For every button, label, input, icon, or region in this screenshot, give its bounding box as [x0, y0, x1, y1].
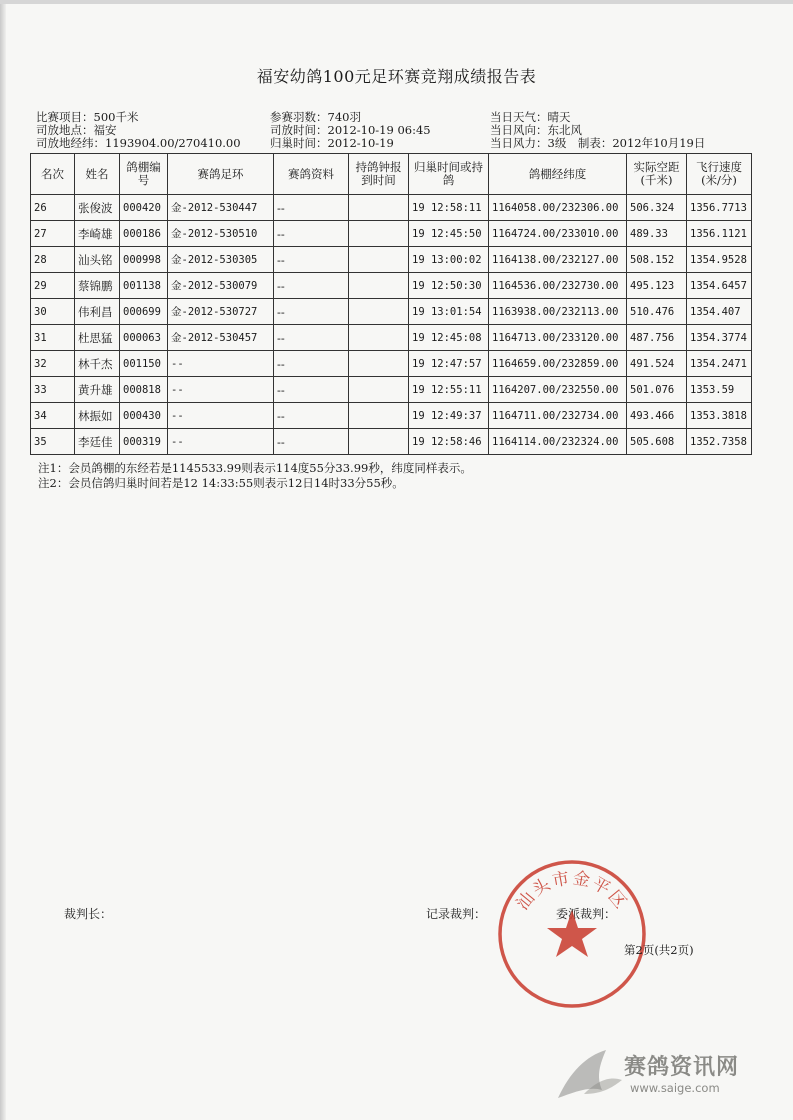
- table-row: [31, 351, 752, 377]
- note-2: 注2：会员信鸽归巢时间若是12 14:33:55则表示12日14时33分55秒。: [38, 476, 404, 490]
- table-row: [31, 377, 752, 403]
- cell-speed: 1353.59: [687, 377, 752, 403]
- cell-loft-id: 000818: [120, 377, 168, 403]
- cell-coordinates: 1164138.00/232127.00: [489, 247, 627, 273]
- cell-distance: 487.756: [627, 325, 687, 351]
- cell-speed: 1354.6457: [687, 273, 752, 299]
- cell-pigeon-info: --: [274, 299, 349, 325]
- cell-name: 李廷佳: [75, 429, 120, 455]
- cell-pigeon-info: --: [274, 351, 349, 377]
- cell-coordinates: 1164724.00/233010.00: [489, 221, 627, 247]
- cell-name: 林振如: [75, 403, 120, 429]
- cell-return-time: 19 12:58:46: [409, 429, 489, 455]
- cell-clock-time: [349, 299, 409, 325]
- header-rank: 名次: [31, 154, 75, 195]
- cell-pigeon-info: --: [274, 325, 349, 351]
- cell-speed: 1353.3818: [687, 403, 752, 429]
- cell-ring: 金-2012-530457: [168, 325, 274, 351]
- info-wind-force: 当日风力：3级 制表：2012年10月19日: [490, 136, 706, 150]
- cell-distance: 493.466: [627, 403, 687, 429]
- cell-rank: 32: [31, 351, 75, 377]
- cell-rank: 34: [31, 403, 75, 429]
- page-edge: [0, 0, 6, 1120]
- note-1: 注1：会员鸽棚的东经若是1145533.99则表示114度55分33.99秒，纬度同样表示。: [38, 461, 472, 475]
- watermark-url: www.saige.com: [630, 1081, 720, 1095]
- cell-clock-time: [349, 247, 409, 273]
- cell-coordinates: 1164713.00/233120.00: [489, 325, 627, 351]
- table-row: [31, 299, 752, 325]
- cell-ring: 金-2012-530727: [168, 299, 274, 325]
- cell-name: 汕头铭: [75, 247, 120, 273]
- page-edge-top: [0, 0, 793, 4]
- cell-coordinates: 1164536.00/232730.00: [489, 273, 627, 299]
- cell-clock-time: [349, 403, 409, 429]
- cell-name: 杜思猛: [75, 325, 120, 351]
- info-column-3: [490, 111, 705, 150]
- cell-pigeon-info: --: [274, 403, 349, 429]
- cell-rank: 28: [31, 247, 75, 273]
- cell-distance: 505.608: [627, 429, 687, 455]
- notes: [38, 461, 472, 491]
- cell-clock-time: [349, 195, 409, 221]
- cell-coordinates: 1163938.00/232113.00: [489, 299, 627, 325]
- cell-clock-time: [349, 351, 409, 377]
- cell-coordinates: 1164207.00/232550.00: [489, 377, 627, 403]
- cell-name: 蔡锦鹏: [75, 273, 120, 299]
- official-seal: [496, 858, 648, 1010]
- cell-distance: 489.33: [627, 221, 687, 247]
- header-return-time: 归巢时间或持鸽: [409, 154, 489, 195]
- cell-loft-id: 000430: [120, 403, 168, 429]
- cell-loft-id: 000699: [120, 299, 168, 325]
- table-row: [31, 403, 752, 429]
- page-number: 第2页(共2页): [624, 943, 694, 957]
- header-pigeon-info: 赛鸽资料: [274, 154, 349, 195]
- cell-ring: --: [168, 377, 274, 403]
- cell-return-time: 19 12:49:37: [409, 403, 489, 429]
- table-row: [31, 429, 752, 455]
- cell-name: 张俊波: [75, 195, 120, 221]
- table-header-row: [31, 154, 752, 195]
- cell-speed: 1354.3774: [687, 325, 752, 351]
- cell-rank: 33: [31, 377, 75, 403]
- info-entry-count: 参赛羽数：740羽: [270, 110, 361, 124]
- cell-coordinates: 1164711.00/232734.00: [489, 403, 627, 429]
- cell-loft-id: 000319: [120, 429, 168, 455]
- cell-pigeon-info: --: [274, 195, 349, 221]
- cell-speed: 1354.2471: [687, 351, 752, 377]
- cell-rank: 26: [31, 195, 75, 221]
- cell-pigeon-info: --: [274, 377, 349, 403]
- cell-rank: 30: [31, 299, 75, 325]
- cell-return-time: 19 12:45:50: [409, 221, 489, 247]
- cell-return-time: 19 13:00:02: [409, 247, 489, 273]
- info-weather: 当日天气：晴天: [490, 110, 571, 124]
- cell-rank: 27: [31, 221, 75, 247]
- table-row: [31, 195, 752, 221]
- cell-clock-time: [349, 273, 409, 299]
- info-release-location: 司放地点：福安: [36, 123, 117, 137]
- cell-speed: 1354.407: [687, 299, 752, 325]
- cell-loft-id: 000186: [120, 221, 168, 247]
- cell-name: 李崎雄: [75, 221, 120, 247]
- cell-rank: 29: [31, 273, 75, 299]
- header-ring: 赛鸽足环: [168, 154, 274, 195]
- cell-return-time: 19 12:50:30: [409, 273, 489, 299]
- chief-referee-label: 裁判长：: [64, 907, 113, 921]
- cell-pigeon-info: --: [274, 221, 349, 247]
- cell-loft-id: 001150: [120, 351, 168, 377]
- cell-ring: 金-2012-530510: [168, 221, 274, 247]
- header-loft-id: 鸽棚编号: [120, 154, 168, 195]
- cell-clock-time: [349, 429, 409, 455]
- header-speed: 飞行速度(米/分): [687, 154, 752, 195]
- header-name: 姓名: [75, 154, 120, 195]
- cell-distance: 501.076: [627, 377, 687, 403]
- results-body: [31, 195, 752, 455]
- cell-ring: 金-2012-530305: [168, 247, 274, 273]
- seal-star-icon: [547, 910, 597, 957]
- assigned-referee-label: 委派裁判：: [556, 907, 617, 921]
- info-column-2: [270, 111, 431, 150]
- cell-rank: 35: [31, 429, 75, 455]
- cell-name: 林千杰: [75, 351, 120, 377]
- recording-referee-label: 记录裁判：: [426, 907, 487, 921]
- cell-loft-id: 000998: [120, 247, 168, 273]
- cell-distance: 508.152: [627, 247, 687, 273]
- cell-speed: 1356.1121: [687, 221, 752, 247]
- cell-pigeon-info: --: [274, 429, 349, 455]
- info-wind-direction: 当日风向：东北风: [490, 123, 582, 137]
- info-race-item: 比赛项目：500千米: [36, 110, 139, 124]
- info-release-coordinates: 司放地经纬：1193904.00/270410.00: [36, 136, 241, 150]
- cell-return-time: 19 12:47:57: [409, 351, 489, 377]
- cell-rank: 31: [31, 325, 75, 351]
- cell-ring: --: [168, 403, 274, 429]
- cell-clock-time: [349, 221, 409, 247]
- cell-return-time: 19 12:45:08: [409, 325, 489, 351]
- cell-return-time: 19 12:58:11: [409, 195, 489, 221]
- watermark-text: 赛鸽资讯网: [624, 1055, 740, 1080]
- seal-text: 汕头市金平区: [512, 868, 632, 915]
- cell-distance: 510.476: [627, 299, 687, 325]
- cell-distance: 506.324: [627, 195, 687, 221]
- cell-pigeon-info: --: [274, 247, 349, 273]
- cell-speed: 1356.7713: [687, 195, 752, 221]
- cell-clock-time: [349, 325, 409, 351]
- table-row: [31, 325, 752, 351]
- cell-speed: 1352.7358: [687, 429, 752, 455]
- cell-return-time: 19 13:01:54: [409, 299, 489, 325]
- cell-loft-id: 000063: [120, 325, 168, 351]
- cell-loft-id: 000420: [120, 195, 168, 221]
- cell-distance: 491.524: [627, 351, 687, 377]
- header-distance: 实际空距(千米): [627, 154, 687, 195]
- table-row: [31, 273, 752, 299]
- info-column-1: [36, 111, 241, 150]
- results-table: [30, 153, 752, 455]
- document-title: 福安幼鸽100元足环赛竞翔成绩报告表: [256, 67, 537, 86]
- table-row: [31, 221, 752, 247]
- cell-ring: --: [168, 429, 274, 455]
- cell-name: 黄升雄: [75, 377, 120, 403]
- header-clock-time: 持鸽钟报到时间: [349, 154, 409, 195]
- cell-pigeon-info: --: [274, 273, 349, 299]
- cell-coordinates: 1164058.00/232306.00: [489, 195, 627, 221]
- info-return-time: 归巢时间：2012-10-19: [270, 136, 394, 150]
- cell-ring: 金-2012-530447: [168, 195, 274, 221]
- cell-ring: --: [168, 351, 274, 377]
- cell-coordinates: 1164659.00/232859.00: [489, 351, 627, 377]
- cell-speed: 1354.9528: [687, 247, 752, 273]
- cell-clock-time: [349, 377, 409, 403]
- info-release-time: 司放时间：2012-10-19 06:45: [270, 123, 431, 137]
- cell-return-time: 19 12:55:11: [409, 377, 489, 403]
- table-row: [31, 247, 752, 273]
- cell-name: 伟利昌: [75, 299, 120, 325]
- cell-loft-id: 001138: [120, 273, 168, 299]
- cell-ring: 金-2012-530079: [168, 273, 274, 299]
- cell-coordinates: 1164114.00/232324.00: [489, 429, 627, 455]
- header-coordinates: 鸽棚经纬度: [489, 154, 627, 195]
- cell-distance: 495.123: [627, 273, 687, 299]
